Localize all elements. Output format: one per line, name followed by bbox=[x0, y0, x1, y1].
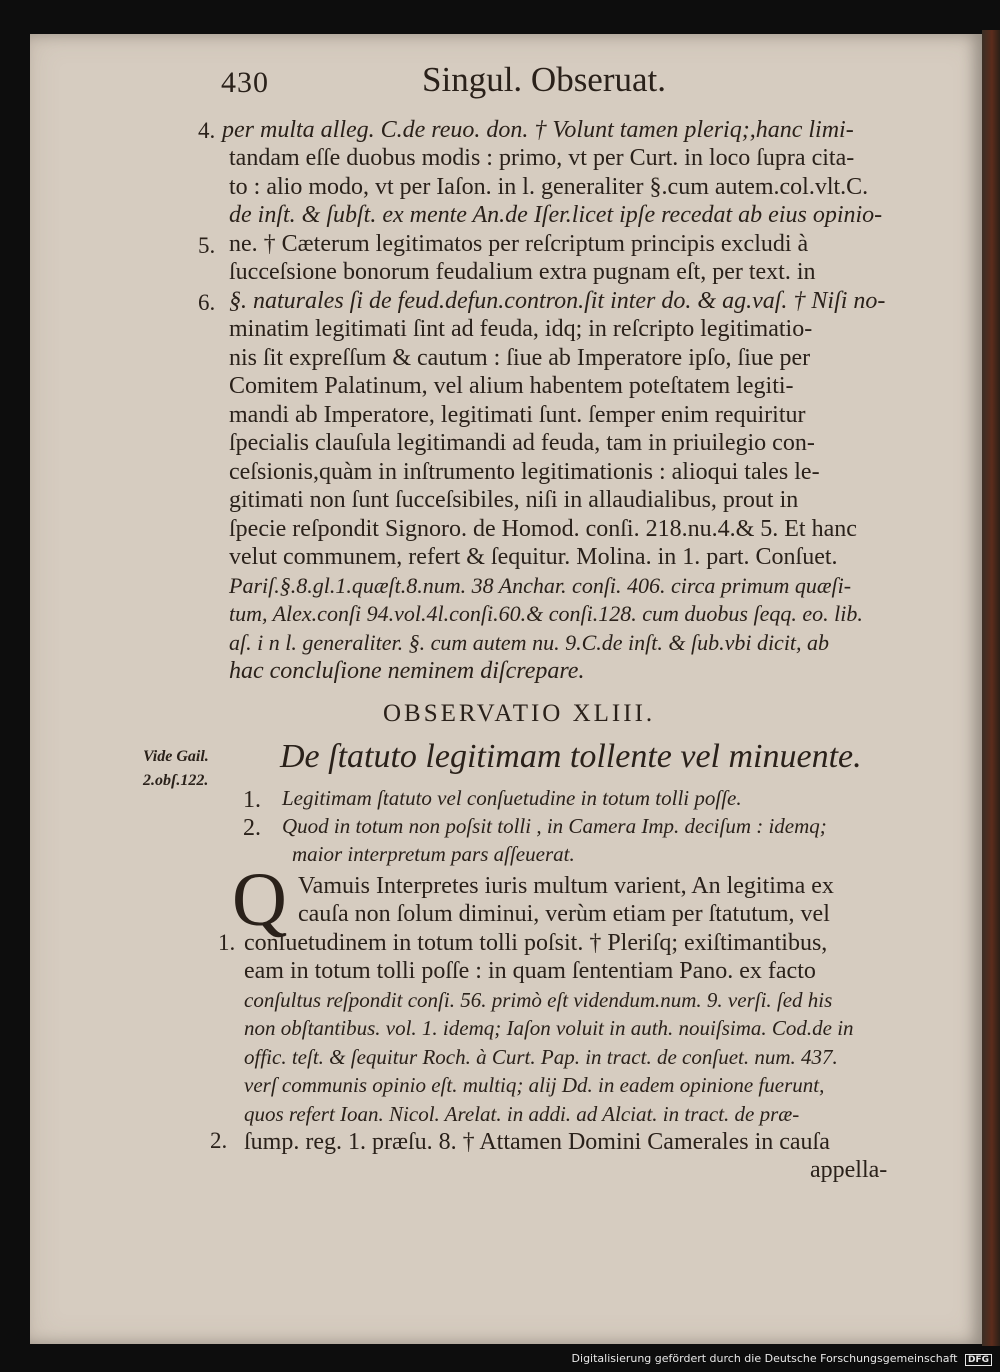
text-line: nis ſit expreſſum & cautum : ſiue ab Imperatore ipſo, ſiue per bbox=[229, 345, 811, 371]
text-line: gitimati non ſunt ſucceſsibiles, niſi in allaudialibus, prout in bbox=[229, 487, 799, 513]
text-line: Pariſ.§.8.gl.1.quæſt.8.num. 38 Anchar. conſi. 406. circa primum quæſi- bbox=[229, 573, 852, 598]
drop-cap: Q bbox=[232, 858, 287, 942]
text-line: ſpecie reſpondit Signoro. de Homod. conſi. 218.nu.4.& 5. Et hanc bbox=[229, 516, 857, 542]
text-line: verſ communis opinio eſt. multiq; alij Dd. in eadem opinione fuerunt, bbox=[244, 1073, 825, 1097]
text-line: conſultus reſpondit conſi. 56. primò eſt videndum.num. 9. verſi. ſed his bbox=[244, 988, 833, 1012]
margin-number: 6. bbox=[198, 290, 216, 315]
text-line: tum, Alex.conſi 94.vol.4l.conſi.60.& conſi.128. cum duobus ſeqq. eo. lib. bbox=[229, 601, 863, 626]
section-heading: De ſtatuto legitimam tollente vel minuente. bbox=[280, 738, 862, 775]
text-line: cauſa non ſolum diminui, verùm etiam per ſtatutum, vel bbox=[298, 901, 830, 927]
text-line: aſ. i n l. generaliter. §. cum autem nu. 9.C.de inſt. & ſub.vbi dicit, ab bbox=[229, 630, 830, 655]
margin-number: 5. bbox=[198, 233, 216, 258]
text-line: de inſt. & ſubſt. ex mente An.de Iſer.licet ipſe recedat ab eius opinio- bbox=[229, 202, 883, 228]
text-line: velut communem, refert & ſequitur. Molina. in 1. part. Conſuet. bbox=[229, 544, 838, 570]
text-line: §. naturales ſi de feud.defun.contron.ſit inter do. & ag.vaſ. † Niſi no- bbox=[229, 288, 886, 314]
section-title: OBSERVATIO XLIII. bbox=[383, 700, 656, 727]
summary-num: 2. bbox=[243, 815, 261, 841]
text-line: ſpecialis clauſula legitimandi ad feuda, tam in priuilegio con- bbox=[229, 430, 815, 456]
text-line: to : alio modo, vt per Iaſon. in l. generaliter §.cum autem.col.vlt.C. bbox=[229, 174, 869, 200]
text-line: ne. † Cæterum legitimatos per reſcriptum principis excludi à bbox=[229, 231, 809, 257]
text-line: mandi ab Imperatore, legitimati ſunt. ſemper enim requiritur bbox=[229, 402, 806, 428]
text-line: conſuetudinem in totum tolli poſsit. † Pleriſq; exiſtimantibus, bbox=[244, 930, 828, 956]
margin-number: 1. bbox=[218, 930, 236, 955]
running-title: Singul. Obseruat. bbox=[422, 60, 667, 99]
text-line: quos refert Ioan. Nicol. Arelat. in addi. ad Alciat. in tract. de præ- bbox=[244, 1102, 800, 1126]
summary-item: Quod in totum non poſsit tolli , in Camera Imp. deciſum : idemq; bbox=[282, 814, 827, 838]
summary-item: Legitimam ſtatuto vel conſuetudine in totum tolli poſſe. bbox=[282, 786, 742, 810]
text-line: hac concluſione neminem diſcrepare. bbox=[229, 658, 585, 684]
page-number: 430 bbox=[221, 66, 269, 99]
dfg-logo: DFG bbox=[965, 1354, 992, 1366]
text-line: ſucceſsione bonorum feudalium extra pugnam eſt, per text. in bbox=[229, 259, 816, 285]
text-line: offic. teſt. & ſequitur Roch. à Curt. Pap. in tract. de conſuet. num. 437. bbox=[244, 1045, 838, 1069]
text-line: Comitem Palatinum, vel alium habentem poteſtatem legiti- bbox=[229, 373, 794, 399]
footer-text: Digitalisierung gefördert durch die Deutsche Forschungsgemeinschaft bbox=[571, 1352, 958, 1365]
footer-credit bbox=[572, 1352, 992, 1366]
text-line: minatim legitimati ſint ad feuda, idq; in reſcripto legitimatio- bbox=[229, 316, 813, 342]
text-line: ceſsionis,quàm in inſtrumento legitimationis : alioqui tales le- bbox=[229, 459, 820, 485]
text-line: ſump. reg. 1. præſu. 8. † Attamen Domini Camerales in cauſa bbox=[244, 1129, 830, 1155]
margin-note: 2.obſ.122. bbox=[143, 772, 209, 789]
text-line: per multa alleg. C.de reuo. don. † Volunt tamen pleriq;,hanc limi- bbox=[222, 117, 854, 143]
text-line: Vamuis Interpretes iuris multum varient, An legitima ex bbox=[298, 873, 834, 899]
margin-number: 4. bbox=[198, 118, 216, 143]
catchword: appella- bbox=[810, 1157, 888, 1183]
book-spine-edge bbox=[982, 30, 1000, 1346]
text-line: tandam eſſe duobus modis : primo, vt per Curt. in loco ſupra cita- bbox=[229, 145, 855, 171]
margin-note: Vide Gail. bbox=[143, 748, 209, 765]
text-line: eam in totum tolli poſſe : in quam ſententiam Pano. ex facto bbox=[244, 958, 816, 984]
text-line: non obſtantibus. vol. 1. idemq; Iaſon voluit in auth. nouiſsima. Cod.de in bbox=[244, 1016, 854, 1040]
summary-num: 1. bbox=[243, 787, 261, 813]
summary-item-cont: maior interpretum pars aſſeuerat. bbox=[292, 842, 575, 866]
margin-number: 2. bbox=[210, 1128, 228, 1153]
